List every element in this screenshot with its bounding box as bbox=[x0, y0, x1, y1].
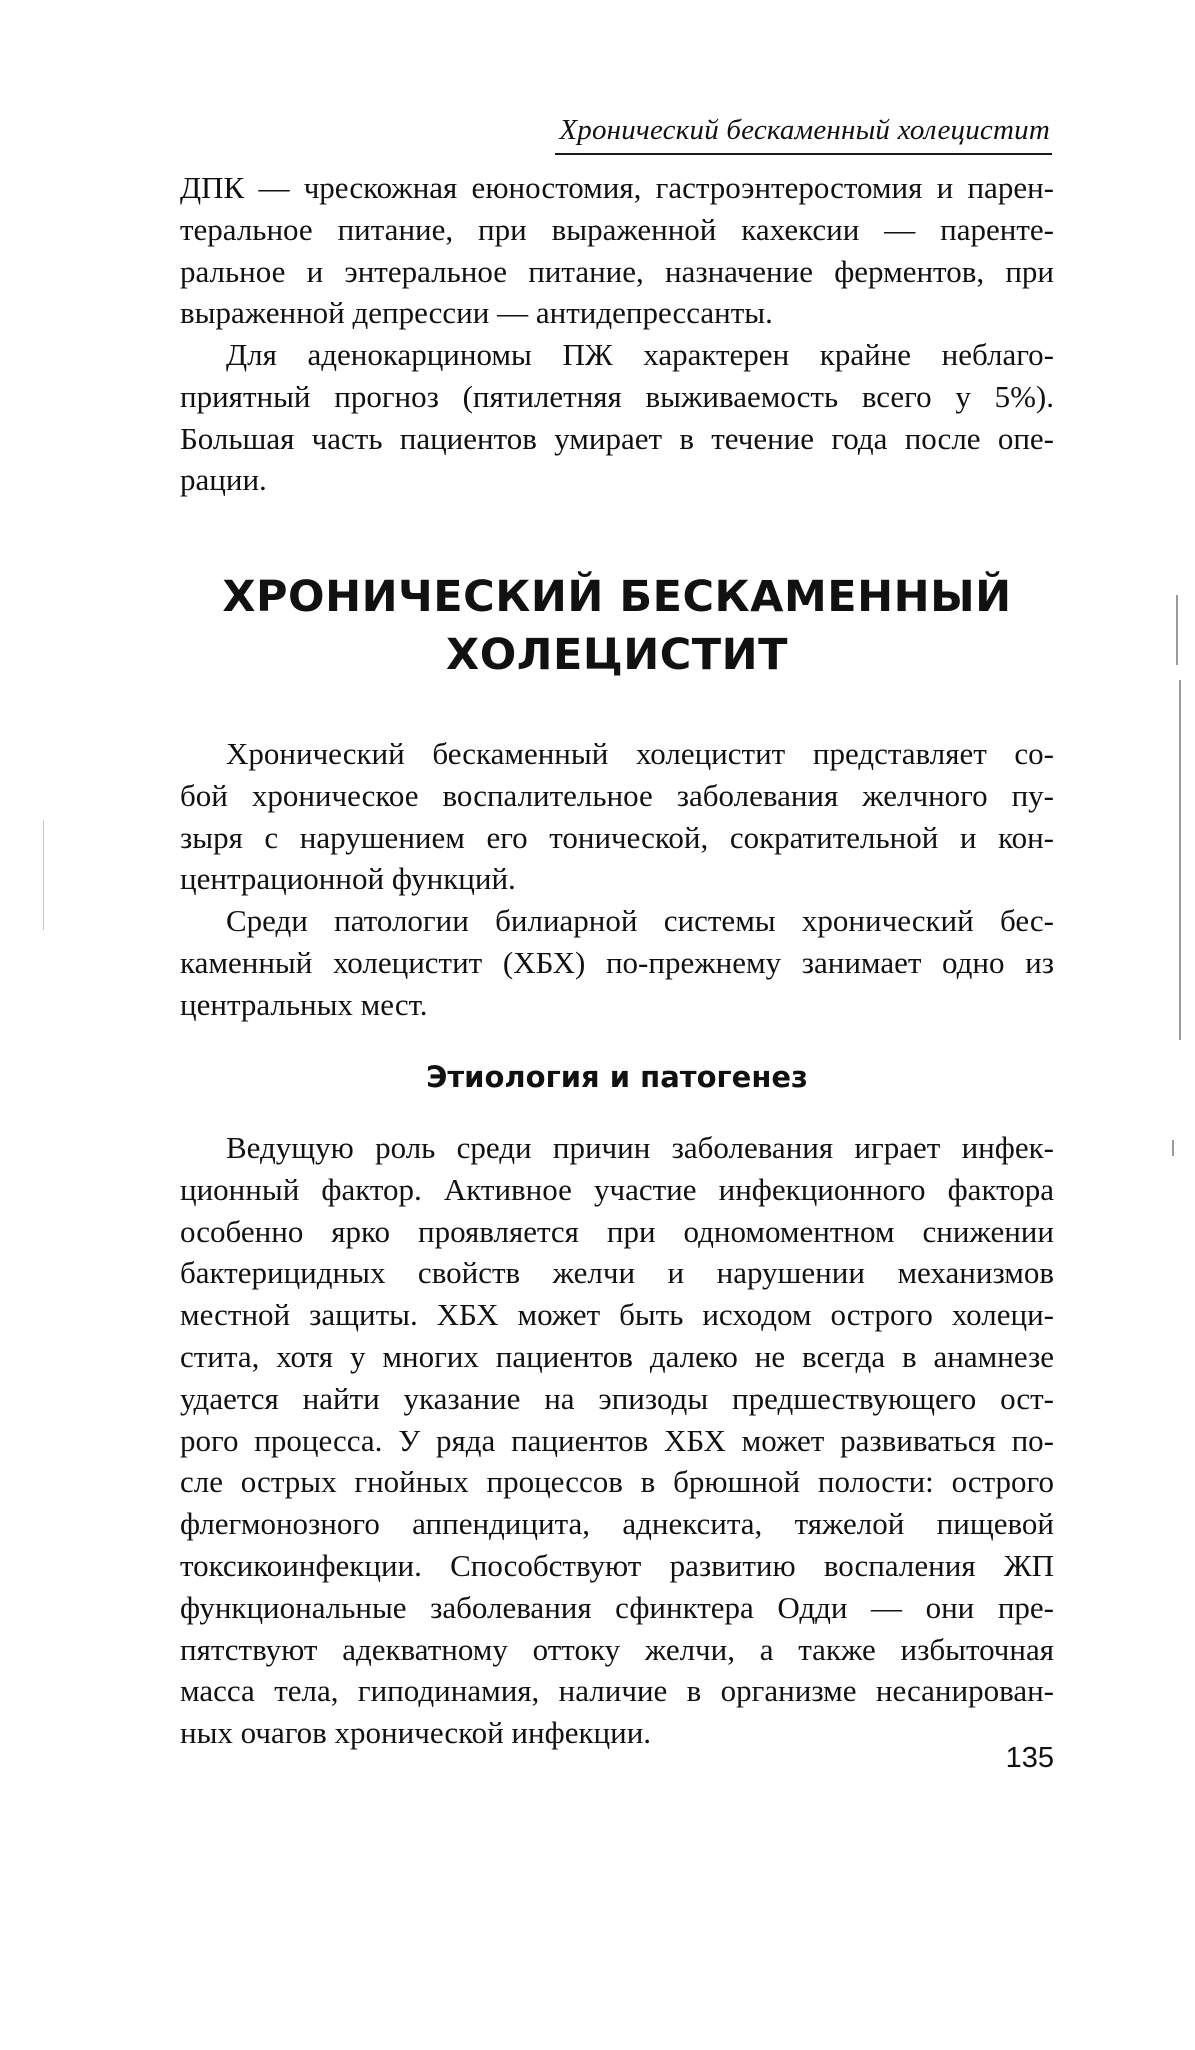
text-line: ционный фактор. Активное участие инфекционного фактора bbox=[180, 1171, 1054, 1207]
chapter-title-line: ХРОНИЧЕСКИЙ БЕСКАМЕННЫЙ bbox=[222, 572, 1012, 622]
text-line: ДПК — чрескожная еюностомия, гастроэнтеростомия и парен- bbox=[180, 170, 1054, 205]
text-line: центрационной функций. bbox=[180, 861, 516, 897]
paragraph bbox=[180, 1127, 1054, 1754]
text-line: рации. bbox=[180, 462, 267, 498]
text-line: токсикоинфекции. Способствуют развитию воспаления ЖП bbox=[180, 1547, 1054, 1583]
text-line: флегмонозного аппендицита, аднексита, тяжелой пищевой bbox=[180, 1506, 1054, 1542]
text-line: местной защиты. ХБХ может быть исходом острого холеци- bbox=[180, 1297, 1054, 1333]
page-number: 135 bbox=[1005, 1742, 1054, 1774]
text-line: стита, хотя у многих пациентов далеко не всегда в анамнезе bbox=[180, 1338, 1054, 1374]
paragraph bbox=[180, 167, 1054, 334]
text-line: Хронический бескаменный холецистит представляет со- bbox=[226, 736, 1054, 771]
paragraph bbox=[180, 334, 1054, 501]
text-line: зыря с нарушением его тонической, сократительной и кон- bbox=[180, 819, 1054, 855]
header-rule bbox=[555, 153, 1052, 155]
running-header: Хронический бескаменный холецистит bbox=[559, 114, 1050, 146]
text-line: сле острых гнойных процессов в брюшной полости: острого bbox=[180, 1464, 1054, 1500]
text-line: бой хроническое воспалительное заболевания желчного пу- bbox=[180, 777, 1054, 813]
text-line: масса тела, гиподинамия, наличие в организме несанирован- bbox=[180, 1673, 1054, 1709]
text-line: теральное питание, при выраженной кахексии — паренте- bbox=[180, 211, 1054, 247]
scan-artifact bbox=[1176, 595, 1178, 665]
paragraph bbox=[180, 733, 1054, 900]
scan-artifact bbox=[1179, 680, 1181, 1040]
text-line: каменный холецистит (ХБХ) по-прежнему занимает одно из bbox=[180, 944, 1054, 980]
text-line: центральных мест. bbox=[180, 986, 428, 1022]
text-line: функциональные заболевания сфинктера Одди — они пре- bbox=[180, 1589, 1054, 1625]
text-line: пятствуют адекватному оттоку желчи, а также избыточная bbox=[180, 1631, 1054, 1667]
text-line: удается найти указание на эпизоды предшествующего ост- bbox=[180, 1380, 1054, 1416]
text-line: ральное и энтеральное питание, назначение ферментов, при bbox=[180, 253, 1054, 289]
chapter-title-line: ХОЛЕЦИСТИТ bbox=[446, 630, 788, 680]
scan-artifact bbox=[43, 820, 44, 930]
paragraph bbox=[180, 900, 1054, 1025]
section-title: Этиология и патогенез bbox=[426, 1060, 808, 1094]
text-line: ных очагов хронической инфекции. bbox=[180, 1715, 652, 1751]
text-line: бактерицидных свойств желчи и нарушении механизмов bbox=[180, 1255, 1054, 1291]
chapter-title bbox=[180, 568, 1054, 684]
text-line: Для аденокарциномы ПЖ характерен крайне неблаго- bbox=[226, 337, 1054, 372]
text-line: Среди патологии билиарной системы хронический бес- bbox=[226, 903, 1054, 938]
scan-artifact bbox=[1172, 1140, 1174, 1156]
text-line: выраженной депрессии — антидепрессанты. bbox=[180, 295, 773, 331]
text-line: особенно ярко проявляется при одномоментном снижении bbox=[180, 1213, 1054, 1249]
text-line: приятный прогноз (пятилетняя выживаемость всего у 5%). bbox=[180, 378, 1054, 414]
text-line: Ведущую роль среди причин заболевания играет инфек- bbox=[226, 1130, 1054, 1165]
text-line: Большая часть пациентов умирает в течение года после опе- bbox=[180, 420, 1054, 456]
text-line: рого процесса. У ряда пациентов ХБХ может развиваться по- bbox=[180, 1422, 1054, 1458]
